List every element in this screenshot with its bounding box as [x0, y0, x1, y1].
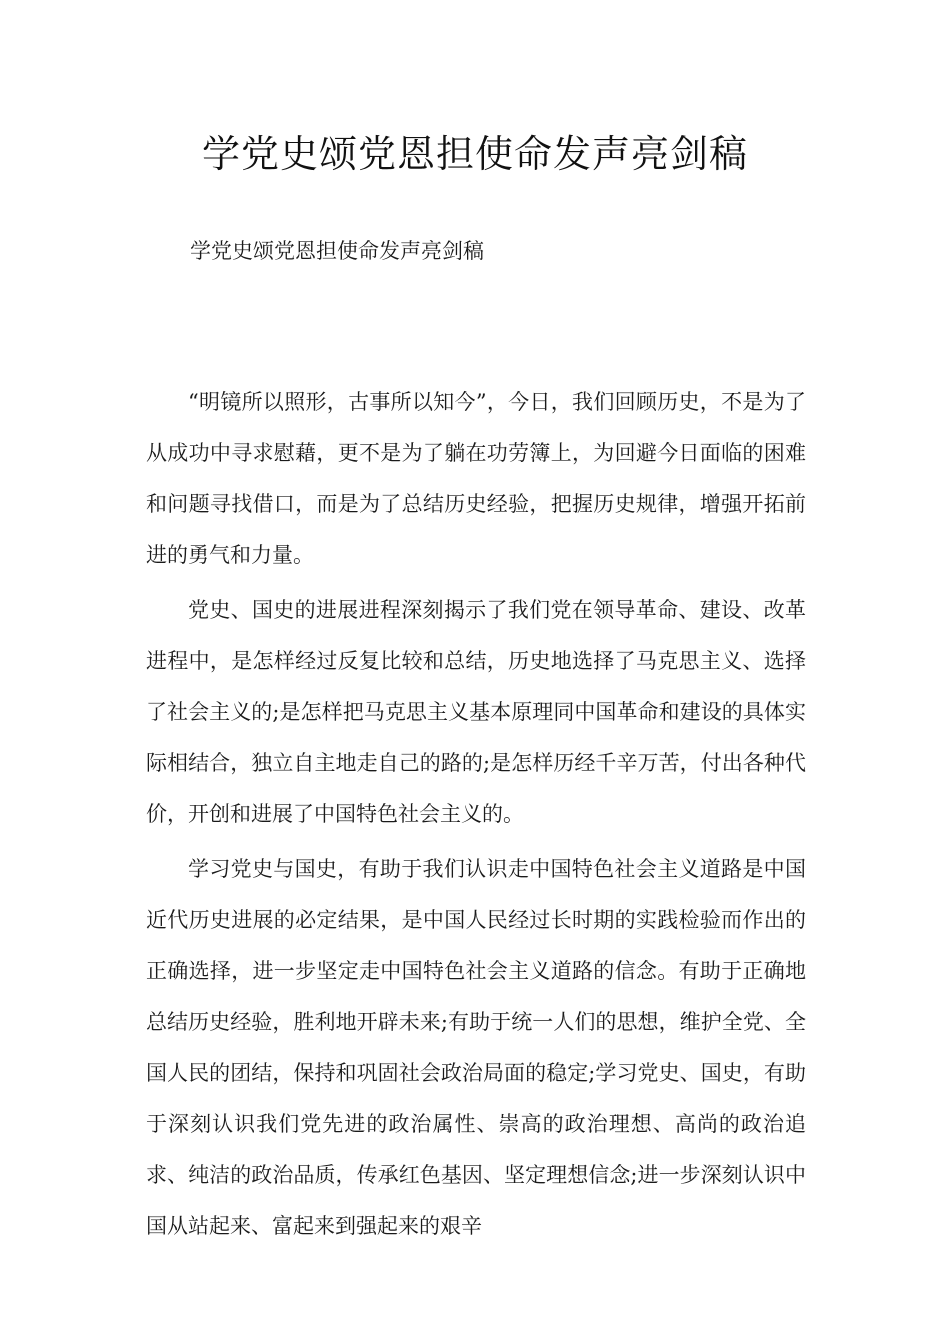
paragraph-3: 学习党史与国史，有助于我们认识走中国特色社会主义道路是中国近代历史进展的必定结果，是中国人民经过长时期的实践检验而作出的正确选择，进一步坚定走中国特色社会主义道路的信念。有助于正确地总结历史经验，胜利地开辟未来;有助于统一人们的思想，维护全党、全国人民的团结，保持和巩固社会政治局面的稳定;学习党史、国史，有助于深刻认识我们党先进的政治属性、崇高的政治理想、高尚的政治追求、纯洁的政治品质，传承红色基因、坚定理想信念;进一步深刻认识中国从站起来、富起来到强起来的艰辛: [146, 857, 806, 1238]
document-subtitle: 学党史颂党恩担使命发声亮剑稿: [190, 239, 484, 263]
paragraph-1: “明镜所以照形，古事所以知今”，今日，我们回顾历史，不是为了从成功中寻求慰藉，更不是为了躺在功劳簿上，为回避今日面临的困难和问题寻找借口，而是为了总结历史经验，把握历史规律，增强开拓前进的勇气和力量。: [146, 390, 806, 567]
document-body: [146, 377, 806, 1256]
paragraph-2: 党史、国史的进展进程深刻揭示了我们党在领导革命、建设、改革进程中，是怎样经过反复比较和总结，历史地选择了马克思主义、选择了社会主义的;是怎样把马克思主义基本原理同中国革命和建设的具体实际相结合，独立自主地走自己的路的;是怎样历经千辛万苦，付出各种代价，开创和进展了中国特色社会主义的。: [146, 598, 806, 826]
document-title: 学党史颂党恩担使命发声亮剑稿: [201, 132, 748, 176]
